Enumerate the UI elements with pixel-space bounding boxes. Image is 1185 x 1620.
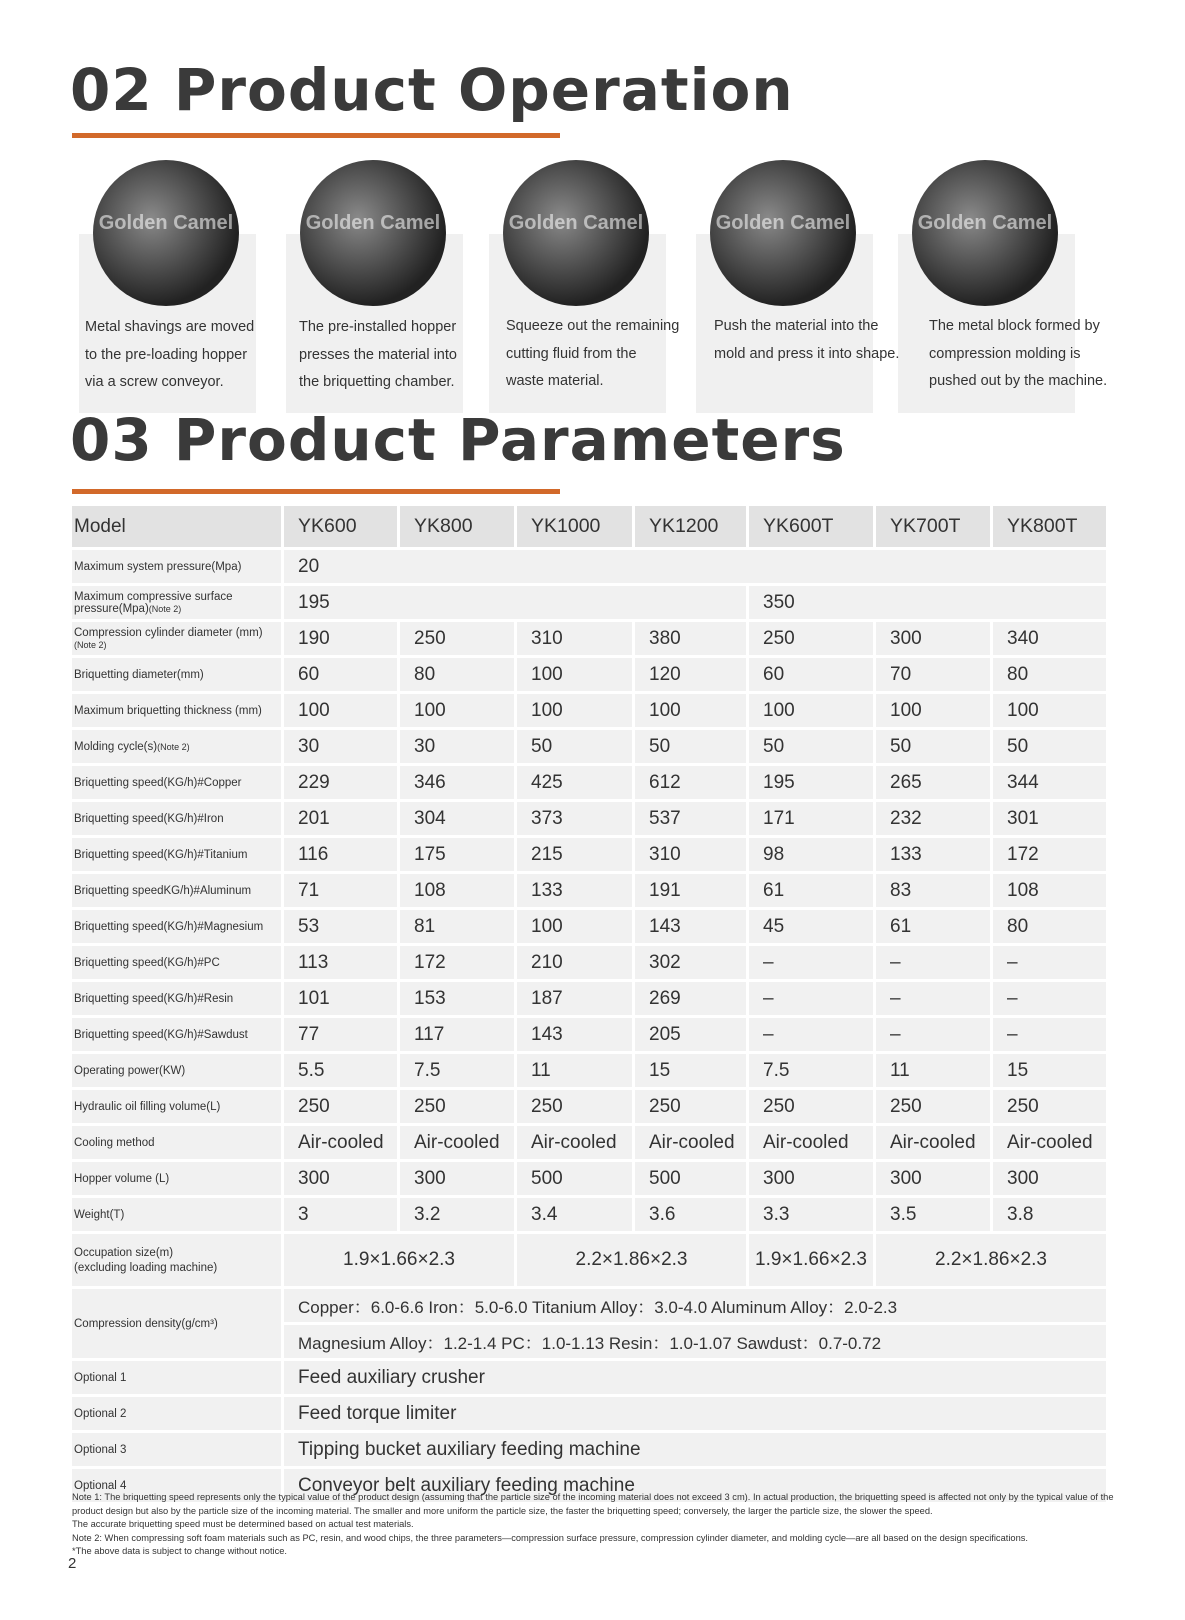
cell-value: 191 (635, 874, 749, 907)
cell-value: 195 (284, 586, 749, 619)
cell-value: 301 (993, 802, 1109, 835)
cell-value: 172 (993, 838, 1109, 871)
table-row (72, 622, 1109, 655)
cell-value: 100 (749, 694, 876, 727)
watermark: Golden Camel (715, 212, 851, 234)
cell-value: – (993, 1018, 1109, 1051)
cell-value: 3.2 (400, 1198, 517, 1231)
cell-value: 500 (635, 1162, 749, 1195)
row-label: Optional 3 (72, 1433, 284, 1466)
cell-value: 143 (517, 1018, 635, 1051)
table-row (72, 1054, 1109, 1087)
cell-value: 1.9×1.66×2.3 (284, 1234, 517, 1286)
cell-value: 300 (993, 1162, 1109, 1195)
table-row (72, 1234, 1109, 1286)
cell-value: 98 (749, 838, 876, 871)
row-label: Molding cycle(s)(Note 2) (72, 730, 284, 763)
cell-value: 11 (517, 1054, 635, 1087)
cell-value: Air-cooled (517, 1126, 635, 1159)
step-description: The pre-installed hopper presses the material into the briquetting chamber. (299, 319, 457, 390)
cell-value: 108 (400, 874, 517, 907)
parameters-table (72, 503, 1109, 1505)
step-photo (300, 160, 446, 306)
table-row (72, 1090, 1109, 1123)
cell-value: 61 (749, 874, 876, 907)
row-label: Compression density(g/cm³) (72, 1289, 284, 1358)
row-label: Compression cylinder diameter (mm)(Note 2) (72, 622, 284, 655)
cell-value: – (749, 982, 876, 1015)
row-label: Briquetting speed(KG/h)#Resin (72, 982, 284, 1015)
row-label: Weight(T) (72, 1198, 284, 1231)
cell-value: 100 (517, 694, 635, 727)
row-label: Maximum compressive surface pressure(Mpa)(Note 2) (72, 586, 284, 619)
table-row (72, 802, 1109, 835)
cell-value: 80 (993, 658, 1109, 691)
cell-value: 3.5 (876, 1198, 993, 1231)
header-cell: YK600 (284, 506, 400, 547)
cell-value: 250 (749, 1090, 876, 1123)
cell-value: – (993, 946, 1109, 979)
cell-value: 344 (993, 766, 1109, 799)
cell-value: 250 (635, 1090, 749, 1123)
watermark: Golden Camel (98, 212, 234, 234)
cell-value: 153 (400, 982, 517, 1015)
header-cell: YK800T (993, 506, 1109, 547)
cell-value: 210 (517, 946, 635, 979)
cell-value: 100 (284, 694, 400, 727)
table-row (72, 910, 1109, 943)
cell-value: 53 (284, 910, 400, 943)
cell-value: 30 (400, 730, 517, 763)
step-photo (710, 160, 856, 306)
step-photo (93, 160, 239, 306)
cell-value: 15 (993, 1054, 1109, 1087)
cell-value: Air-cooled (749, 1126, 876, 1159)
table-row (72, 1162, 1109, 1195)
step-description: Push the material into the mold and press it into shape. (714, 318, 900, 362)
step-description: Metal shavings are moved to the pre-loading hopper via a screw conveyor. (85, 319, 255, 390)
cell-value: – (749, 946, 876, 979)
cell-value: 3.3 (749, 1198, 876, 1231)
table-row (72, 1433, 1109, 1466)
cell-value: 201 (284, 802, 400, 835)
cell-value: Feed torque limiter (284, 1397, 1109, 1430)
cell-value: 50 (749, 730, 876, 763)
step-description: Squeeze out the remaining cutting fluid from the waste material. (506, 318, 680, 389)
cell-value: 340 (993, 622, 1109, 655)
cell-value: 205 (635, 1018, 749, 1051)
table-row (72, 1126, 1109, 1159)
row-label: Briquetting speed(KG/h)#PC (72, 946, 284, 979)
header-cell: YK1000 (517, 506, 635, 547)
cell-value: 269 (635, 982, 749, 1015)
cell-value: 3.4 (517, 1198, 635, 1231)
cell-value: Conveyor belt auxiliary feeding machine (284, 1469, 1109, 1502)
row-label: Cooling method (72, 1126, 284, 1159)
cell-value: 71 (284, 874, 400, 907)
cell-value: 100 (635, 694, 749, 727)
cell-value: 250 (749, 622, 876, 655)
table-row (72, 586, 1109, 619)
cell-value: 300 (749, 1162, 876, 1195)
header-cell: Model (72, 506, 284, 547)
row-label: Optional 1 (72, 1361, 284, 1394)
cell-value: 113 (284, 946, 400, 979)
step-photo (503, 160, 649, 306)
cell-value: 250 (517, 1090, 635, 1123)
cell-value: Air-cooled (876, 1126, 993, 1159)
cell-value: 500 (517, 1162, 635, 1195)
cell-value: 187 (517, 982, 635, 1015)
cell-value: – (993, 982, 1109, 1015)
table-row (72, 838, 1109, 871)
table-row (72, 730, 1109, 763)
cell-value: 101 (284, 982, 400, 1015)
table-row (72, 1397, 1109, 1430)
table-row (72, 658, 1109, 691)
watermark: Golden Camel (305, 212, 441, 234)
footnote: The accurate briquetting speed must be determined based on actual test materials. (72, 1519, 414, 1529)
table-row (72, 1198, 1109, 1231)
cell-value: 310 (635, 838, 749, 871)
cell-value: 380 (635, 622, 749, 655)
footnote: Note 1: The briquetting speed represents only the typical value of the product design (assuming that the particle size of the incoming material does not exceed 3 cm). In actual production, the briquetting speed is affected not only by the typical value of the product design but also by the particle size of the incoming material. The smaller and more uniform the particle size, the faster the briquetting speed; conversely, the larger the particle size, the slower the speed. (72, 1492, 1114, 1516)
cell-value: 3.6 (635, 1198, 749, 1231)
cell-value: 612 (635, 766, 749, 799)
cell-value: 30 (284, 730, 400, 763)
row-label: Optional 4 (72, 1469, 284, 1502)
table-row (72, 766, 1109, 799)
cell-value: 117 (400, 1018, 517, 1051)
cell-value: 304 (400, 802, 517, 835)
footnotes (72, 1491, 1117, 1559)
cell-value: 250 (993, 1090, 1109, 1123)
cell-value: 250 (876, 1090, 993, 1123)
cell-value: – (749, 1018, 876, 1051)
table-row (72, 1361, 1109, 1394)
cell-value: 373 (517, 802, 635, 835)
row-label: Briquetting speed(KG/h)#Copper (72, 766, 284, 799)
cell-value: – (876, 946, 993, 979)
cell-value: 300 (876, 1162, 993, 1195)
row-label: Briquetting speed(KG/h)#Magnesium (72, 910, 284, 943)
row-label: Operating power(KW) (72, 1054, 284, 1087)
cell-value: 81 (400, 910, 517, 943)
cell-value: Air-cooled (400, 1126, 517, 1159)
table-row (72, 946, 1109, 979)
header-cell: YK1200 (635, 506, 749, 547)
cell-value: – (876, 982, 993, 1015)
cell-value: – (876, 1018, 993, 1051)
cell-value: 7.5 (400, 1054, 517, 1087)
header-cell: YK700T (876, 506, 993, 547)
cell-value: 70 (876, 658, 993, 691)
cell-value: 50 (635, 730, 749, 763)
cell-value: 116 (284, 838, 400, 871)
title-underline (72, 489, 560, 494)
cell-value: 80 (993, 910, 1109, 943)
cell-value: 537 (635, 802, 749, 835)
cell-value: Air-cooled (993, 1126, 1109, 1159)
cell-value: 133 (517, 874, 635, 907)
cell-value: 45 (749, 910, 876, 943)
cell-value: 7.5 (749, 1054, 876, 1087)
section-title-operation: 02 Product Operation (70, 56, 794, 124)
row-label: Maximum briquetting thickness (mm) (72, 694, 284, 727)
cell-value: 143 (635, 910, 749, 943)
cell-value: 425 (517, 766, 635, 799)
page-number: 2 (68, 1555, 77, 1572)
cell-value: 195 (749, 766, 876, 799)
cell-value: 60 (749, 658, 876, 691)
cell-value: 5.5 (284, 1054, 400, 1087)
table-row (72, 1289, 1109, 1322)
cell-value: 100 (993, 694, 1109, 727)
cell-value: 133 (876, 838, 993, 871)
table-row (72, 874, 1109, 907)
cell-value: Magnesium Alloy：1.2-1.4 PC：1.0-1.13 Resin：1.0-1.07 Sawdust：0.7-0.72 (284, 1325, 1109, 1358)
cell-value: 100 (517, 658, 635, 691)
cell-value: 61 (876, 910, 993, 943)
row-label: Briquetting speed(KG/h)#Iron (72, 802, 284, 835)
cell-value: 350 (749, 586, 1109, 619)
row-label: Briquetting speed(KG/h)#Titanium (72, 838, 284, 871)
cell-value: 3 (284, 1198, 400, 1231)
cell-value: 190 (284, 622, 400, 655)
header-cell: YK600T (749, 506, 876, 547)
cell-value: 300 (284, 1162, 400, 1195)
cell-value: Tipping bucket auxiliary feeding machine (284, 1433, 1109, 1466)
cell-value: 265 (876, 766, 993, 799)
cell-value: 120 (635, 658, 749, 691)
step-photo (912, 160, 1058, 306)
footnote: *The above data is subject to change without notice. (72, 1546, 287, 1556)
cell-value: 2.2×1.86×2.3 (517, 1234, 749, 1286)
cell-value: Copper：6.0-6.6 Iron：5.0-6.0 Titanium Alloy：3.0-4.0 Aluminum Alloy：2.0-2.3 (284, 1289, 1109, 1322)
cell-value: 100 (400, 694, 517, 727)
title-underline (72, 133, 560, 138)
cell-value: 250 (400, 1090, 517, 1123)
cell-value: 20 (284, 550, 1109, 583)
cell-value: 250 (284, 1090, 400, 1123)
cell-value: 300 (400, 1162, 517, 1195)
cell-value: 229 (284, 766, 400, 799)
table-row (72, 1018, 1109, 1051)
step-description: The metal block formed by compression molding is pushed out by the machine. (929, 318, 1108, 389)
table-header-row (72, 506, 1109, 547)
cell-value: 50 (876, 730, 993, 763)
cell-value: Air-cooled (635, 1126, 749, 1159)
cell-value: 1.9×1.66×2.3 (749, 1234, 876, 1286)
cell-value: 108 (993, 874, 1109, 907)
cell-value: 310 (517, 622, 635, 655)
cell-value: 300 (876, 622, 993, 655)
table-body (72, 506, 1109, 1502)
watermark: Golden Camel (917, 212, 1053, 234)
table-row (72, 694, 1109, 727)
cell-value: 232 (876, 802, 993, 835)
row-label: Hydraulic oil filling volume(L) (72, 1090, 284, 1123)
cell-value: 171 (749, 802, 876, 835)
row-label: Briquetting speedKG/h)#Aluminum (72, 874, 284, 907)
cell-value: 100 (517, 910, 635, 943)
cell-value: 250 (400, 622, 517, 655)
cell-value: 77 (284, 1018, 400, 1051)
cell-value: 302 (635, 946, 749, 979)
cell-value: 11 (876, 1054, 993, 1087)
cell-value: 172 (400, 946, 517, 979)
cell-value: 100 (876, 694, 993, 727)
cell-value: 83 (876, 874, 993, 907)
row-label: Briquetting diameter(mm) (72, 658, 284, 691)
cell-value: Feed auxiliary crusher (284, 1361, 1109, 1394)
cell-value: 15 (635, 1054, 749, 1087)
cell-value: 2.2×1.86×2.3 (876, 1234, 1109, 1286)
row-label: Briquetting speed(KG/h)#Sawdust (72, 1018, 284, 1051)
cell-value: 50 (993, 730, 1109, 763)
cell-value: 50 (517, 730, 635, 763)
row-label: Hopper volume (L) (72, 1162, 284, 1195)
section-title-parameters: 03 Product Parameters (70, 406, 846, 474)
table-row (72, 550, 1109, 583)
cell-value: 175 (400, 838, 517, 871)
cell-value: 60 (284, 658, 400, 691)
footnote: Note 2: When compressing soft foam materials such as PC, resin, and wood chips, the three parameters—compression surface pressure, compression cylinder diameter, and molding cycle—are all based on the design specifications. (72, 1532, 1028, 1543)
cell-value: 80 (400, 658, 517, 691)
table-row (72, 982, 1109, 1015)
row-label: Optional 2 (72, 1397, 284, 1430)
cell-value: 346 (400, 766, 517, 799)
watermark: Golden Camel (508, 212, 644, 234)
row-label: Maximum system pressure(Mpa) (72, 550, 284, 583)
row-label: Occupation size(m) (excluding loading machine) (72, 1234, 284, 1286)
cell-value: 215 (517, 838, 635, 871)
header-cell: YK800 (400, 506, 517, 547)
cell-value: Air-cooled (284, 1126, 400, 1159)
cell-value: 3.8 (993, 1198, 1109, 1231)
